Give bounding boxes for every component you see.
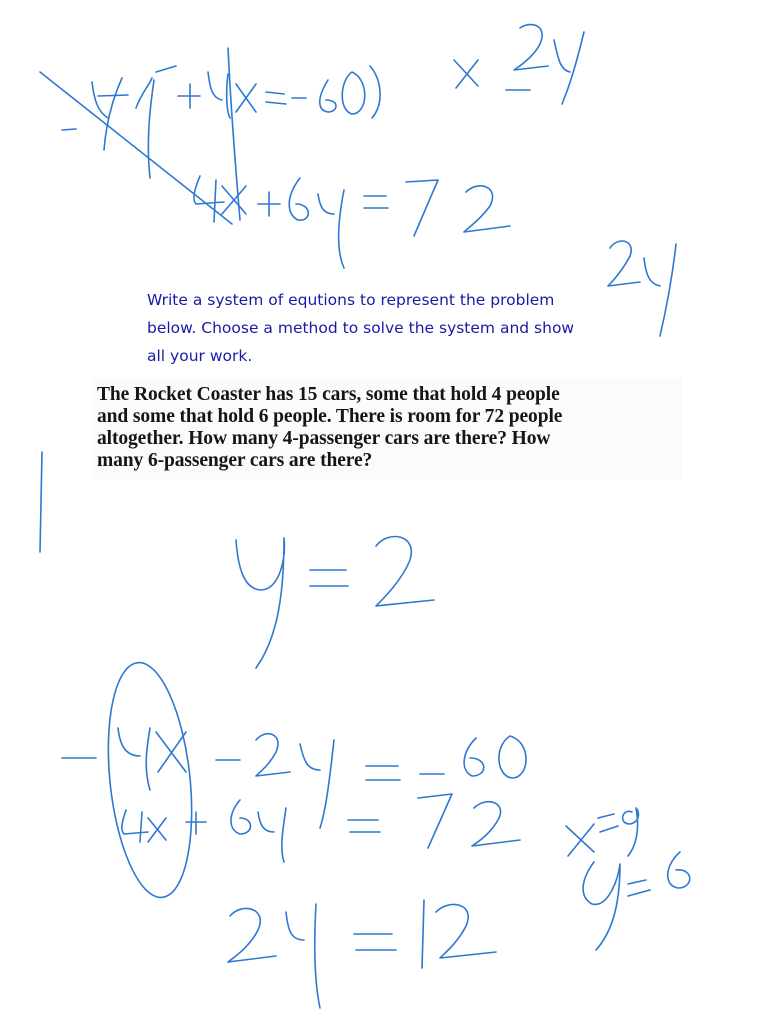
handwritten-note-2y [608,241,676,336]
instructions-line-3: all your work. [147,347,253,365]
problem-line-1: The Rocket Coaster has 15 cars, some that hold 4 people [97,384,560,405]
instructions-line-2: below. Choose a method to solve the system and show [147,319,575,337]
problem-line-3: altogether. How many 4-passenger cars are there? How [97,428,551,449]
left-margin-mark [40,452,42,552]
problem-line-2: and some that hold 6 people. There is room for 72 people [97,406,563,427]
problem-line-4: many 6-passenger cars are there? [97,450,373,471]
handwritten-equation-3 [62,658,526,901]
instructions-line-1: Write a system of equtions to represent the problem [147,291,555,309]
handwritten-equation-4 [122,794,520,862]
handwritten-note-top-right [454,25,584,104]
handwritten-equation-2 [194,176,510,268]
handwritten-answer-y-equals-2 [236,537,434,668]
handwritten-final-answers [566,808,690,950]
handwritten-equation-5 [228,900,496,1008]
handwritten-equation-1 [40,48,380,224]
